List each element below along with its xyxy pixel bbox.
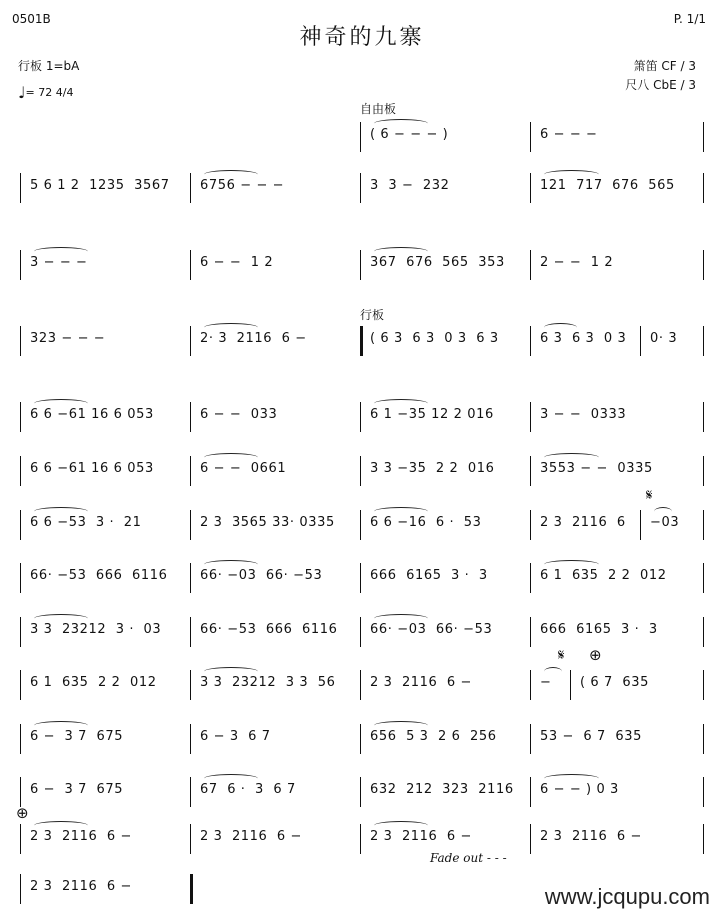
barline — [530, 563, 531, 593]
barline — [640, 326, 641, 356]
measure: 6 − 3 7 675 — [30, 782, 124, 797]
slur — [374, 247, 428, 256]
measure: 6 − − − — [540, 127, 598, 142]
measure: 323 − − − — [30, 331, 106, 346]
measure: 3 3 23212 3 3 56 — [200, 675, 336, 690]
barline — [703, 724, 704, 754]
page-number: P. 1/1 — [673, 12, 706, 26]
segno-icon: 𝄋 — [646, 486, 653, 504]
measure: 2 3 2116 6 — [540, 515, 626, 530]
measure: 6 − 3 6 7 — [200, 729, 271, 744]
instrument-1: 箫笛 CF / 3 — [633, 59, 696, 73]
barline — [360, 724, 361, 754]
slur — [544, 774, 599, 783]
score-title: 神奇的九寨 — [299, 25, 425, 50]
measure: 2 3 2116 6 − — [370, 829, 472, 844]
slur — [374, 821, 428, 830]
measure: 6 6 −61 16 6 053 — [30, 407, 154, 422]
slur — [204, 323, 258, 332]
score-code: 0501B — [12, 12, 51, 26]
barline — [360, 777, 361, 807]
barline — [20, 456, 21, 486]
barline — [360, 824, 361, 854]
slur — [204, 560, 258, 569]
score-row — [0, 563, 724, 593]
measure: 2 3 3565 33· 0335 — [200, 515, 335, 530]
slur — [374, 399, 428, 408]
measure: 3 3 − 232 — [370, 178, 450, 193]
measure: 6 − 3 7 675 — [30, 729, 124, 744]
slur — [544, 667, 562, 676]
score-row — [0, 824, 724, 854]
barline — [530, 617, 531, 647]
coda-icon: ⊕ — [16, 804, 29, 822]
barline — [20, 777, 21, 807]
barline — [703, 824, 704, 854]
instrument-2: 尺八 CbE / 3 — [625, 78, 696, 92]
score-row — [0, 326, 724, 356]
slur — [544, 560, 599, 569]
barline — [703, 456, 704, 486]
barline — [20, 250, 21, 280]
slur — [654, 507, 672, 516]
barline — [20, 326, 21, 356]
barline — [703, 122, 704, 152]
segno-icon: 𝄋 — [558, 646, 565, 664]
measure: 6 − − 0661 — [200, 461, 287, 476]
barline — [703, 777, 704, 807]
barline — [703, 402, 704, 432]
measure: 367 676 565 353 — [370, 255, 505, 270]
barline — [190, 670, 191, 700]
barline — [360, 670, 361, 700]
score-row — [0, 670, 724, 700]
measure: 6756 − − − — [200, 178, 285, 193]
slur — [374, 721, 428, 730]
measure: − — [540, 675, 552, 690]
barline — [530, 326, 531, 356]
barline — [360, 617, 361, 647]
barline — [360, 563, 361, 593]
measure: 6 1 635 2 2 012 — [30, 675, 157, 690]
slur — [544, 170, 599, 179]
barline — [530, 122, 531, 152]
barline — [190, 724, 191, 754]
barline — [530, 824, 531, 854]
slur — [204, 667, 258, 676]
slur — [544, 323, 577, 332]
measure: ( 6 7 635 — [580, 675, 649, 690]
barline — [360, 173, 361, 203]
measure: 6 1 635 2 2 012 — [540, 568, 667, 583]
barline — [360, 456, 361, 486]
barline — [20, 402, 21, 432]
measure: 2 3 2116 6 − — [200, 829, 302, 844]
score-row — [0, 617, 724, 647]
measure: 2 − − 1 2 — [540, 255, 614, 270]
barline — [20, 724, 21, 754]
barline — [190, 456, 191, 486]
measure: 66· −53 666 6116 — [30, 568, 168, 583]
barline — [703, 173, 704, 203]
slur — [34, 614, 88, 623]
barline — [190, 777, 191, 807]
metronome — [18, 83, 73, 102]
barline — [360, 402, 361, 432]
coda-icon: ⊕ — [589, 646, 602, 664]
barline — [530, 456, 531, 486]
slur — [374, 507, 428, 516]
barline — [530, 724, 531, 754]
measure: 6 − − ) 0 3 — [540, 782, 619, 797]
slur — [34, 247, 88, 256]
measure: 2 3 2116 6 − — [30, 879, 132, 894]
barline — [20, 510, 21, 540]
barline — [190, 250, 191, 280]
measure: 0· 3 — [650, 331, 678, 346]
barline — [703, 563, 704, 593]
measure: ( 6 3 6 3 0 3 6 3 — [370, 331, 499, 346]
slur — [544, 453, 599, 462]
slur — [34, 821, 88, 830]
measure: 3 3 23212 3 · 03 — [30, 622, 162, 637]
barline — [20, 617, 21, 647]
measure: 3 − − − — [30, 255, 88, 270]
slur — [204, 774, 258, 783]
barline — [640, 510, 641, 540]
measure: 3 − − 0333 — [540, 407, 627, 422]
measure: 5 6 1 2 1235 3567 — [30, 178, 170, 193]
barline — [190, 173, 191, 203]
barline — [190, 326, 191, 356]
barline — [530, 510, 531, 540]
score-row — [0, 402, 724, 432]
barline — [190, 402, 191, 432]
measure: 53 − 6 7 635 — [540, 729, 642, 744]
barline — [360, 122, 361, 152]
barline — [703, 250, 704, 280]
measure: 6 6 −16 6 · 53 — [370, 515, 482, 530]
measure: 66· −03 66· −53 — [370, 622, 493, 637]
fade-out-mark: Fade out - - - — [430, 851, 507, 865]
score-row — [0, 456, 724, 486]
measure: 3553 − − 0335 — [540, 461, 653, 476]
slur — [34, 507, 88, 516]
measure: 66· −03 66· −53 — [200, 568, 323, 583]
measure: 2 3 2116 6 − — [370, 675, 472, 690]
score-row — [0, 510, 724, 540]
barline — [190, 563, 191, 593]
barline — [570, 670, 571, 700]
barline — [190, 824, 191, 854]
slur — [374, 119, 428, 128]
score-row — [0, 122, 724, 152]
barline — [190, 510, 191, 540]
measure: 6 3 6 3 0 3 — [540, 331, 627, 346]
barline — [703, 617, 704, 647]
barline — [190, 874, 193, 904]
measure: 2 3 2116 6 − — [540, 829, 642, 844]
measure: 121 717 676 565 — [540, 178, 675, 193]
barline — [20, 824, 21, 854]
measure: 6 6 −53 3 · 21 — [30, 515, 142, 530]
barline — [20, 173, 21, 203]
metronome-value: = 72 4/4 — [25, 86, 74, 99]
barline — [360, 510, 361, 540]
score-row — [0, 173, 724, 203]
slur — [374, 614, 428, 623]
measure: 2 3 2116 6 − — [30, 829, 132, 844]
barline — [703, 326, 704, 356]
measure: 66· −53 666 6116 — [200, 622, 338, 637]
measure: 6 − − 033 — [200, 407, 278, 422]
measure: 6 1 −35 12 2 016 — [370, 407, 494, 422]
measure: 632 212 323 2116 — [370, 782, 514, 797]
barline — [530, 250, 531, 280]
score-row — [0, 777, 724, 807]
measure: 67 6 · 3 6 7 — [200, 782, 296, 797]
slur — [34, 399, 88, 408]
score-row — [0, 250, 724, 280]
measure: 2· 3 2116 6 − — [200, 331, 307, 346]
measure: ( 6 − − − ) — [370, 127, 449, 142]
barline — [530, 173, 531, 203]
slur — [204, 170, 258, 179]
barline — [703, 670, 704, 700]
free-tempo-mark: 自由板 — [360, 102, 397, 116]
measure: 666 6165 3 · 3 — [370, 568, 488, 583]
measure: 6 6 −61 16 6 053 — [30, 461, 154, 476]
barline — [530, 402, 531, 432]
barline — [703, 510, 704, 540]
barline — [20, 874, 21, 904]
slur — [34, 721, 88, 730]
barline — [530, 777, 531, 807]
measure: 6 − − 1 2 — [200, 255, 274, 270]
barline — [20, 563, 21, 593]
measure: 656 5 3 2 6 256 — [370, 729, 497, 744]
measure: 666 6165 3 · 3 — [540, 622, 658, 637]
tempo-key: 行板 1=bA — [18, 59, 80, 73]
andante-mark: 行板 — [360, 308, 385, 322]
quarter-note-icon: ♩ — [18, 83, 26, 102]
measure: 3 3 −35 2 2 016 — [370, 461, 495, 476]
barline — [20, 670, 21, 700]
barline — [360, 250, 361, 280]
barline — [190, 617, 191, 647]
score-row — [0, 724, 724, 754]
measure: −03 — [650, 515, 680, 530]
barline — [530, 670, 531, 700]
site-watermark: www.jcqupu.com — [544, 884, 710, 909]
barline — [360, 326, 363, 356]
slur — [204, 453, 258, 462]
